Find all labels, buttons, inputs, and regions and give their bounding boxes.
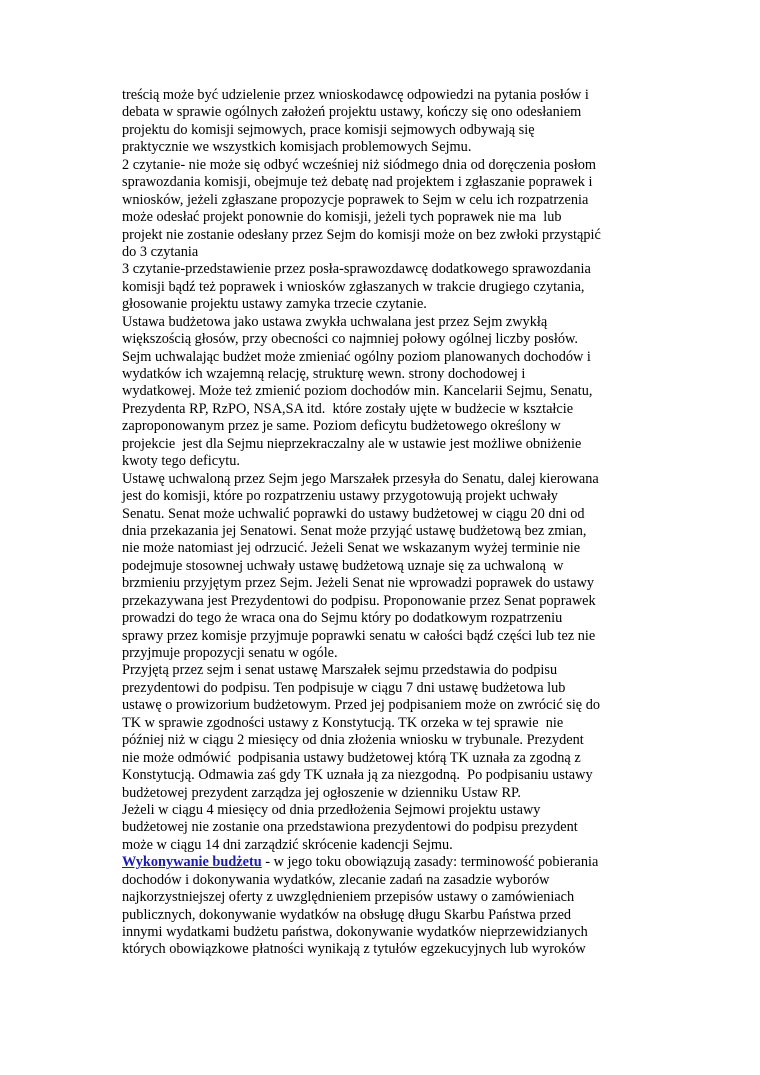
text-line: prowadzi do tego że wraca ona do Sejmu który po dodatkowym rozpatrzeniu [122, 610, 563, 627]
text-line: przekazywana jest Prezydentowi do podpisu. Proponowanie przez Senat poprawek [122, 592, 596, 609]
text-line: jest do komisji, które po rozpatrzeniu ustawy przygotowują projekt uchwały [122, 488, 558, 505]
text-line: wniosków, jeżeli zgłaszane propozycje poprawek to Sejm w celu ich rozpatrzenia [122, 191, 589, 208]
text-line: podejmuje stosownej uchwały ustawę budżetową uznaje się za uchwaloną w [122, 557, 564, 574]
text-line: 3 czytanie-przedstawienie przez posła-sprawozdawcę dodatkowego sprawozdania [122, 261, 591, 278]
document-page [122, 87, 650, 959]
section-heading-wykonywanie-budzetu[interactable]: Wykonywanie budżetu [122, 854, 262, 871]
text-line: brzmieniu przyjętym przez Sejm. Jeżeli Senat nie wprowadzi poprawek do ustawy [122, 575, 595, 592]
text-line: może odesłać projekt ponownie do komisji, jeżeli tych poprawek nie ma lub [122, 209, 562, 226]
text-line: projekt nie zostanie odesłany przez Sejm do komisji może on bez zwłoki przystąpić [122, 226, 601, 243]
text-line: Ustawę uchwaloną przez Sejm jego Marszałek przesyła do Senatu, dalej kierowana [122, 470, 599, 487]
text-line: sprawozdania komisji, obejmuje też debatę nad projektem i zgłaszanie poprawek i [122, 174, 593, 191]
text-line: innymi wydatkami budżetu państwa, dokonywanie wydatków nieprzewidzianych [122, 924, 588, 940]
text-line: ustawę o prowizorium budżetowym. Przed jej podpisaniem może on zwrócić się do [122, 697, 601, 714]
text-line: nie może natomiast jej odrzucić. Jeżeli Senat we wskazanym wyżej terminie nie [122, 540, 581, 557]
text-line: wydatkowej. Może też zmienić poziom dochodów min. Kancelarii Sejmu, Senatu, [122, 383, 593, 400]
text-line: zaproponowanym przez je same. Poziom deficytu budżetowego określony w [122, 418, 561, 435]
text-line: projektu do komisji sejmowych, prace komisji sejmowych odbywają się [122, 121, 535, 138]
text-line: treścią może być udzielenie przez wnioskodawcę odpowiedzi na pytania posłów i [122, 87, 589, 103]
text-line: projekcie jest dla Sejmu nieprzekraczalny ale w ustawie jest możliwe obniżenie [122, 435, 582, 452]
text-line: najkorzystniejszej oferty z uwzględnieniem przepisów ustawy o zamówieniach [122, 889, 575, 906]
text-line: Prezydenta RP, RzPO, NSA,SA itd. które zostały ujęte w budżecie w kształcie [122, 400, 574, 417]
text-line: większością głosów, przy obecności co najmniej połowy ogólnej liczby posłów. [122, 331, 578, 348]
text-line: głosowanie projektu ustawy zamyka trzecie czytanie. [122, 296, 427, 313]
text-line: kwoty tego deficytu. [122, 453, 240, 470]
text-line: budżetowej prezydent zarządza jej ogłoszenie w dzienniku Ustaw RP. [122, 784, 521, 801]
section-heading-text: - w jego toku obowiązują zasady: terminowość pobierania [261, 854, 599, 871]
text-line: Sejm uchwalając budżet może zmieniać ogólny poziom planowanych dochodów i [122, 348, 591, 365]
text-line: Przyjętą przez sejm i senat ustawę Marszałek sejmu przedstawia do podpisu [122, 662, 558, 679]
text-line: do 3 czytania [122, 243, 199, 260]
text-line: dochodów i dokonywania wydatków, zlecanie zadań na zasadzie wyborów [122, 871, 550, 888]
text-line: praktycznie we wszystkich komisjach problemowych Sejmu. [122, 139, 472, 156]
document-body-bottom [122, 872, 650, 959]
text-line: sprawy przez komisje przyjmuje poprawki senatu w całości bądź części lub tez nie [122, 627, 596, 644]
text-line: może w ciągu 14 dni zarządzić skrócenie kadencji Sejmu. [122, 836, 453, 853]
text-line: 2 czytanie- nie może się odbyć wcześniej niż siódmego dnia od doręczenia posłom [122, 156, 597, 173]
document-body-top [122, 87, 650, 854]
text-line: Senatu. Senat może uchwalić poprawki do ustawy budżetowej w ciągu 20 dni od [122, 505, 585, 522]
text-line: prezydentowi do podpisu. Ten podpisuje w ciągu 7 dni ustawę budżetowa lub [122, 679, 566, 696]
text-line: Konstytucją. Odmawia zaś gdy TK uznała ją za niezgodną. Po podpisaniu ustawy [122, 767, 593, 784]
text-line: których obowiązkowe płatności wynikają z tytułów egzekucyjnych lub wyroków [122, 941, 586, 958]
text-line: Jeżeli w ciągu 4 miesięcy od dnia przedłożenia Sejmowi projektu ustawy [122, 801, 541, 818]
text-line: publicznych, dokonywanie wydatków na obsługę długu Skarbu Państwa przed [122, 906, 572, 923]
text-line: przyjmuje propozycji senatu w ogóle. [122, 645, 338, 661]
text-line: Ustawa budżetowa jako ustawa zwykła uchwalana jest przez Sejm zwykłą [122, 313, 548, 330]
text-line: komisji bądź też poprawek i wniosków zgłaszanych w trakcie drugiego czytania, [122, 278, 585, 295]
text-line: później niż w ciągu 2 miesięcy od dnia złożenia wniosku w trybunale. Prezydent [122, 732, 584, 749]
text-line: dnia przekazania jej Senatowi. Senat może przyjąć ustawę budżetową bez zmian, [122, 522, 587, 539]
text-line: debata w sprawie ogólnych założeń projektu ustawy, kończy się ono odesłaniem [122, 104, 582, 121]
section-heading-line [122, 854, 650, 871]
text-line: nie może odmówić podpisania ustawy budżetowej którą TK uznała za zgodną z [122, 749, 581, 766]
text-line: wydatków ich wzajemną relację, strukturę wewn. strony dochodowej i [122, 366, 526, 382]
text-line: budżetowej nie zostanie ona przedstawiona prezydentowi do podpisu prezydent [122, 819, 578, 836]
text-line: TK w sprawie zgodności ustawy z Konstytucją. TK orzeka w tej sprawie nie [122, 714, 564, 731]
